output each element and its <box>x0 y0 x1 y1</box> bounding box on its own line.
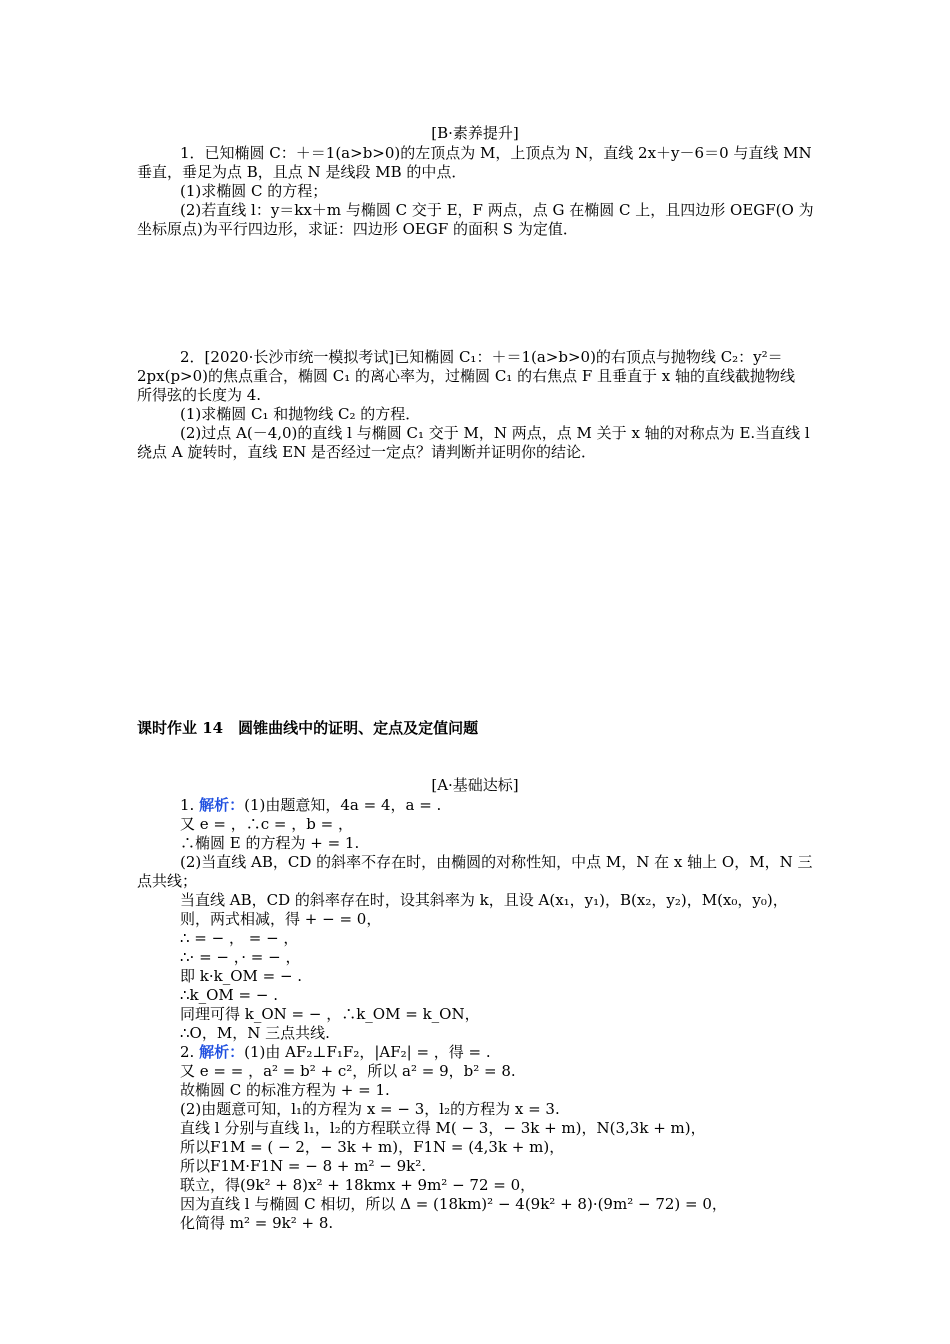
solution-1-line: ∴椭圆 E 的方程为 + = 1. <box>180 834 360 852</box>
problem-2-part-2-line-2: 绕点 A 旋转时，直线 EN 是否经过一定点？请判断并证明你的结论． <box>137 443 596 461</box>
solution-2-line: 又 e = = ，a² = b² + c²，所以 a² = 9，b² = 8. <box>180 1062 516 1080</box>
solution-1-line: (2)当直线 AB，CD 的斜率不存在时，由椭圆的对称性知，中点 M，N 在 x 轴上 O，M，N 三 <box>180 853 813 871</box>
problem-2-line-3: 所得弦的长度为 4. <box>137 386 262 404</box>
solution-1-line: 即 k·k_OM = − . <box>180 967 303 985</box>
solution-2-line: 所以F1M = ( − 2，− 3k + m)，F1N = (4,3k + m)， <box>180 1138 565 1156</box>
solution-1-line: ∴O，M，N 三点共线. <box>180 1024 330 1042</box>
section-a-header: [A·基础达标] <box>431 776 519 794</box>
problem-2-line-2: 2px(p>0)的焦点重合，椭圆 C₁ 的离心率为，过椭圆 C₁ 的右焦点 F 且垂直于 x 轴的直线截抛物线 <box>137 367 796 385</box>
solution-2-line-1 <box>180 1043 491 1061</box>
solution-1-tag: 解析： <box>199 796 245 814</box>
solution-1-line: ∴k_OM = − . <box>180 986 278 1004</box>
solution-2-line: 化简得 m² = 9k² + 8. <box>180 1214 334 1232</box>
solution-2-line: 所以F1M·F1N = − 8 + m² − 9k². <box>180 1157 426 1175</box>
solution-2-number: 2. <box>180 1043 195 1061</box>
solution-2-line: 直线 l 分别与直线 l₁，l₂的方程联立得 M( − 3，− 3k + m)，N(3,3k + m)， <box>180 1119 706 1137</box>
homework-title: 课时作业 14 圆锥曲线中的证明、定点及定值问题 <box>137 719 479 737</box>
solution-1-line: 则，两式相减，得 + − = 0， <box>180 910 382 928</box>
solution-1-line: 同理可得 k_ON = − ，∴k_OM = k_ON， <box>180 1005 480 1023</box>
solution-1-line: ∴· = − ，· = − ， <box>180 948 301 966</box>
solution-1-line-1 <box>180 796 441 814</box>
problem-1-part-2-line-1: (2)若直线 l：y＝kx＋m 与椭圆 C 交于 E，F 两点，点 G 在椭圆 C 上，且四边形 OEGF(O 为 <box>180 201 814 219</box>
solution-2-tag: 解析： <box>199 1043 245 1061</box>
solution-2-line: 因为直线 l 与椭圆 C 相切，所以 Δ = (18km)² − 4(9k² + 8)·(9m² − 72) = 0， <box>180 1195 727 1213</box>
solution-1-first: (1)由题意知，4a = 4，a = . <box>244 796 442 814</box>
solution-1-line: ∴ = − ， = − ， <box>180 929 299 947</box>
problem-1-line-2: 垂直，垂足为点 B，且点 N 是线段 MB 的中点． <box>137 163 467 181</box>
solution-1-number: 1. <box>180 796 195 814</box>
problem-2-part-1: (1)求椭圆 C₁ 和抛物线 C₂ 的方程． <box>180 405 421 423</box>
problem-1-part-2-line-2: 坐标原点)为平行四边形，求证：四边形 OEGF 的面积 S 为定值． <box>137 220 578 238</box>
solution-2-line: 故椭圆 C 的标准方程为 + = 1. <box>180 1081 390 1099</box>
problem-1-line-1: 1．已知椭圆 C：＋＝1(a>b>0)的左顶点为 M，上顶点为 N，直线 2x＋y－6＝0 与直线 MN <box>180 144 812 162</box>
problem-2-part-2-line-1: (2)过点 A(－4,0)的直线 l 与椭圆 C₁ 交于 M，N 两点，点 M 关于 x 轴的对称点为 E.当直线 l <box>180 424 810 442</box>
solution-2-line: 联立，得(9k² + 8)x² + 18kmx + 9m² − 72 = 0， <box>180 1176 536 1194</box>
problem-2-line-1: 2．[2020·长沙市统一模拟考试]已知椭圆 C₁：＋＝1(a>b>0)的右顶点与抛物线 C₂：y²＝ <box>180 348 783 366</box>
solution-1-line: 又 e = ，∴c = ，b = ， <box>180 815 353 833</box>
solution-2-line: (2)由题意可知，l₁的方程为 x = − 3，l₂的方程为 x = 3. <box>180 1100 560 1118</box>
solution-1-line: 当直线 AB，CD 的斜率存在时，设其斜率为 k，且设 A(x₁，y₁)，B(x₂，y₂)，M(x₀，y₀)， <box>180 891 788 909</box>
solution-1-line: 点共线； <box>137 872 198 890</box>
problem-1-part-1: (1)求椭圆 C 的方程； <box>180 182 328 200</box>
solution-2-first: (1)由 AF₂⊥F₁F₂，|AF₂| = ，得 = . <box>244 1043 491 1061</box>
section-b-header: [B·素养提升] <box>431 124 519 142</box>
